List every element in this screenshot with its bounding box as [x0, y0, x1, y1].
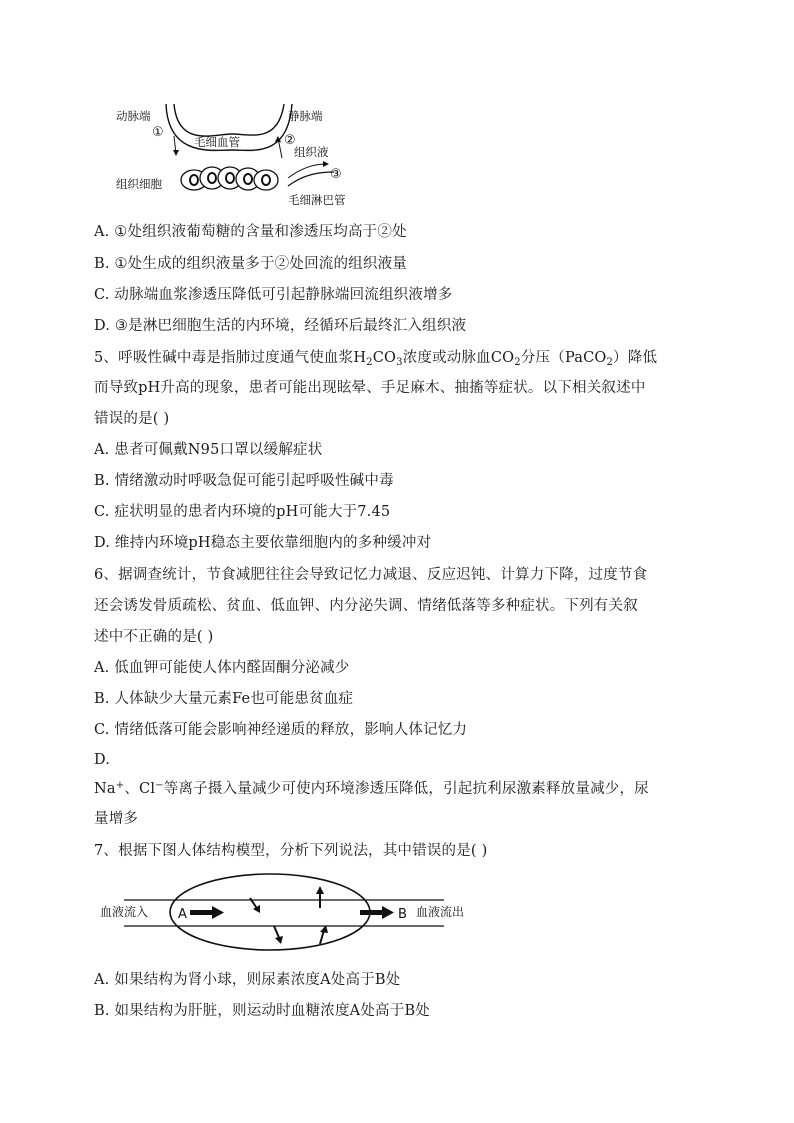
label-vein: 静脉端 — [288, 109, 323, 123]
q5-option-d: D. 维持内环境pH稳态主要依靠细胞内的多种缓冲对 — [94, 535, 432, 551]
q7-stem: 7、根据下图人体结构模型，分析下列说法，其中错误的是( ) — [94, 843, 488, 859]
label-lymph: 毛细淋巴管 — [288, 193, 346, 207]
label-point-a: A — [178, 907, 187, 922]
q6-option-d-line-1: Na+、Cl−等离子摄入量减少可使内环境渗透压降低，引起抗利尿激素释放量减少，尿 — [94, 780, 649, 797]
label-blood-out: 血液流出 — [416, 905, 465, 919]
q6-option-b: B. 人体缺少大量元素Fe也可能患贫血症 — [94, 691, 354, 707]
q6-stem-line-1: 6、据调查统计，节食减肥往往会导致记忆力减退、反应迟钝、计算力下降，过度节食 — [94, 567, 648, 583]
label-artery: 动脉端 — [116, 109, 151, 123]
q6-option-d-label: D. — [94, 752, 111, 768]
marker-3: ③ — [330, 167, 342, 182]
q5-option-b: B. 情绪激动时呼吸急促可能引起呼吸性碱中毒 — [94, 473, 394, 489]
q6-option-d-line-2: 量增多 — [94, 811, 139, 827]
q4-option-b: B. ①处生成的组织液量多于②处回流的组织液量 — [94, 256, 407, 272]
q5-stem-line-1: 5、呼吸性碱中毒是指肺过度通气使血浆$H_2CO_3$浓度或动脉血$CO_2$分压（PaCO$_2$）降低 — [94, 350, 658, 368]
q5-option-c: C. 症状明显的患者内环境的pH可能大于7.45 — [94, 504, 391, 520]
q6-stem-line-2: 还会诱发骨质疏松、贫血、低血钾、内分泌失调、情绪低落等多种症状。下列有关叙 — [94, 598, 638, 614]
q4-option-d: D. ③是淋巴细胞生活的内环境，经循环后最终汇入组织液 — [94, 318, 467, 334]
q6-stem-line-3: 述中不正确的是( ) — [94, 629, 214, 645]
q4-option-a: A. ①处组织液葡萄糖的含量和渗透压均高于②处 — [94, 224, 407, 240]
q5-option-a: A. 患者可佩戴N95口罩以缓解症状 — [94, 442, 323, 458]
marker-1: ① — [152, 125, 164, 140]
marker-2: ② — [284, 133, 296, 148]
capillary-diagram — [112, 100, 346, 208]
q6-option-a: A. 低血钾可能使人体内醛固酮分泌减少 — [94, 660, 350, 676]
label-blood-in: 血液流入 — [100, 905, 149, 919]
q4-option-c: C. 动脉端血浆渗透压降低可引起静脉端回流组织液增多 — [94, 287, 453, 303]
q5-stem-line-3: 错误的是( ) — [94, 411, 170, 427]
q7-option-a: A. 如果结构为肾小球，则尿素浓度A处高于B处 — [94, 972, 401, 988]
organ-blood-flow-diagram — [98, 868, 465, 958]
label-capillary: 毛细血管 — [194, 135, 240, 149]
label-tissue-fluid: 组织液 — [294, 145, 329, 159]
label-point-b: B — [398, 907, 407, 922]
label-tissue-cells: 组织细胞 — [116, 177, 162, 191]
q5-stem-line-2: 而导致pH升高的现象，患者可能出现眩晕、手足麻木、抽搐等症状。以下相关叙述中 — [94, 380, 646, 396]
q7-option-b: B. 如果结构为肝脏，则运动时血糖浓度A处高于B处 — [94, 1003, 430, 1019]
q6-option-c: C. 情绪低落可能会影响神经递质的释放，影响人体记忆力 — [94, 722, 468, 738]
